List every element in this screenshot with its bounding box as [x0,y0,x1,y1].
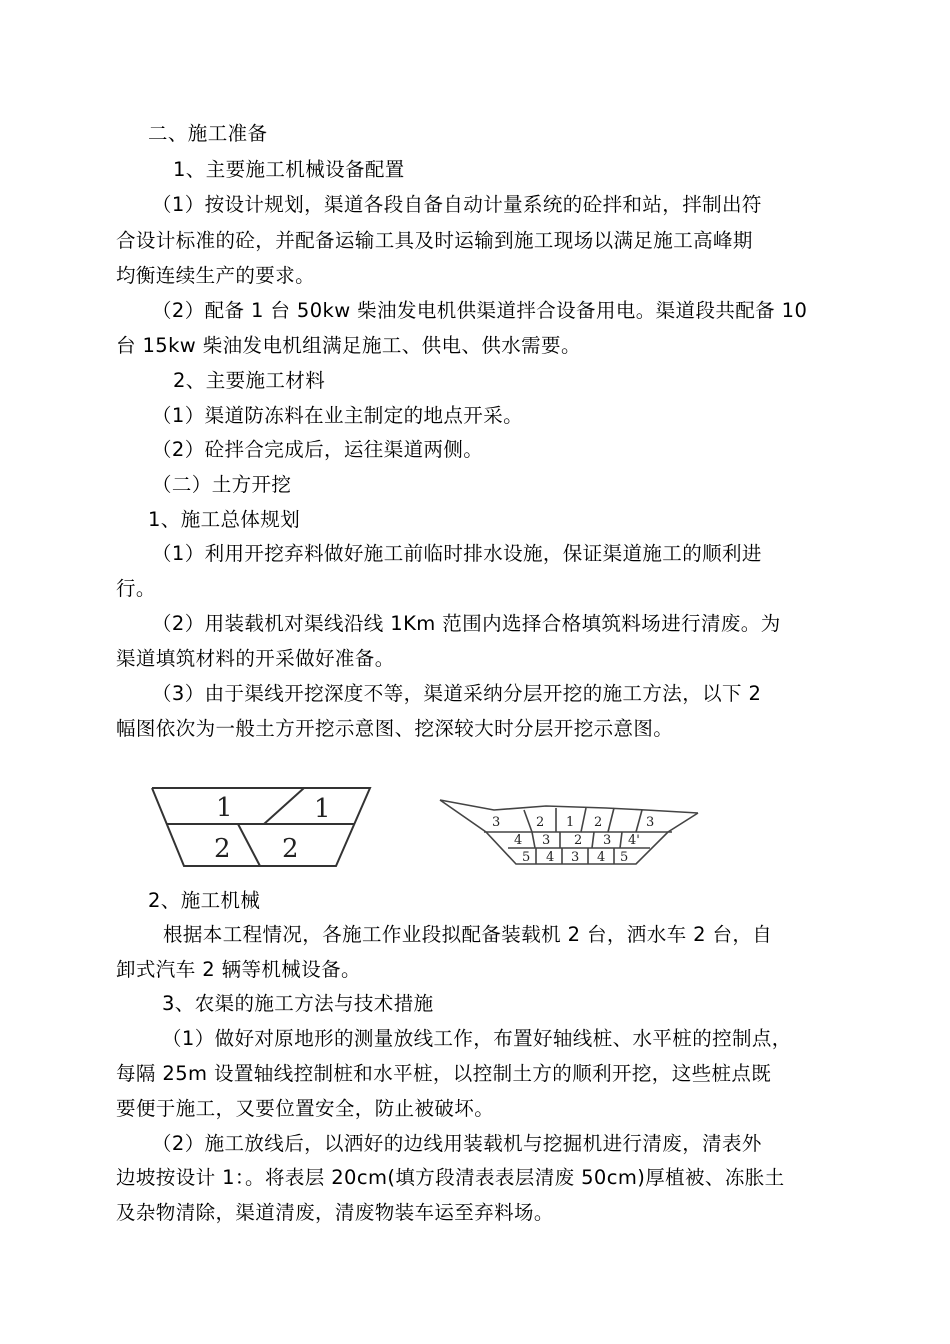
paragraph-line: （1）利用开挖弃料做好施工前临时排水设施，保证渠道施工的顺利进 [152,542,762,565]
cell-divider [592,832,594,848]
trench-outline [152,788,370,866]
section-heading: （二）土方开挖 [152,473,292,496]
cell-divider [524,810,532,832]
paragraph-line: 合设计标准的砼，并配备运输工具及时运输到施工现场以满足施工高峰期 [116,229,753,252]
paragraph-line: （1）做好对原地形的测量放线工作，布置好轴线桩、水平桩的控制点， [162,1027,792,1050]
subsection-heading: 2、主要施工材料 [173,369,326,392]
layer-label: 2 [214,834,231,864]
paragraph-line: 幅图依次为一般土方开挖示意图、挖深较大时分层开挖示意图。 [116,717,674,740]
ground-line [440,800,698,813]
excavation-diagram-layered [436,794,702,876]
section-heading: 二、施工准备 [148,122,268,145]
layer-label: 4 [514,833,523,848]
subsection-heading: 2、施工机械 [148,889,261,912]
layer-label: 2 [574,833,583,848]
layer-label: 4 [597,850,606,865]
cell-divider [620,832,622,848]
layer-label: 3 [542,833,551,848]
paragraph-line: 及杂物清除，渠道清废，清废物装车运至弃料场。 [116,1201,554,1224]
cell-divider [636,810,642,832]
layer-label: 1 [216,793,233,823]
layer-label: 5 [522,850,531,865]
subsection-heading: 1、施工总体规划 [148,508,301,531]
paragraph-line: 边坡按设计 1：。将表层 20cm(填方段清表表层清废 50cm)厚植被、冻胀土 [116,1166,785,1189]
subsection-heading: 3、农渠的施工方法与技术措施 [162,992,434,1015]
paragraph-line: 要便于施工，又要位置安全，防止被破坏。 [116,1097,495,1120]
layer-label: 1 [314,794,331,824]
paragraph-line: （1）渠道防冻料在业主制定的地点开采。 [152,404,524,427]
paragraph-line: 行。 [116,577,156,600]
layer-label: 3 [571,850,580,865]
section-divider [264,788,304,824]
paragraph-line: 根据本工程情况，各施工作业段拟配备装载机 2 台，洒水车 2 台，自 [163,923,773,946]
paragraph-line: 均衡连续生产的要求。 [116,264,316,287]
paragraph-line: 卸式汽车 2 辆等机械设备。 [116,958,361,981]
section-divider [238,824,260,866]
paragraph-line: （2）砼拌合完成后，运往渠道两侧。 [152,438,484,461]
subsection-heading: 1、主要施工机械设备配置 [173,158,405,181]
paragraph-line: （1）按设计规划，渠道各段自备自动计量系统的砼拌和站，拌制出符 [152,193,762,216]
layer-label: 2 [536,815,545,830]
cell-divider [532,832,535,848]
layer-label: 4' [628,833,640,848]
layer-label: 5 [620,850,629,865]
layer-label: 3 [646,815,655,830]
paragraph-line: （2）配备 1 台 50kw 柴油发电机供渠道拌合设备用电。渠道段共配备 10 [152,299,808,322]
paragraph-line: 台 15kw 柴油发电机组满足施工、供电、供水需要。 [116,334,581,357]
layer-label: 4 [546,850,555,865]
cell-divider [581,808,586,832]
layer-label: 2 [282,834,299,864]
paragraph-line: 每隔 25m 设置轴线控制桩和水平桩，以控制土方的顺利开挖，这些桩点既 [116,1062,772,1085]
layer-label: 3 [492,815,501,830]
paragraph-line: （3）由于渠线开挖深度不等，渠道采纳分层开挖的施工方法，以下 2 [152,682,762,705]
paragraph-line: （2）施工放线后，以洒好的边线用装载机与挖掘机进行清废，清表外 [152,1132,762,1155]
cell-divider [608,808,614,832]
excavation-diagram-general [140,780,380,872]
paragraph-line: （2）用装载机对渠线沿线 1Km 范围内选择合格填筑料场进行清废。为 [152,612,781,635]
paragraph-line: 渠道填筑材料的开采做好准备。 [116,647,395,670]
layer-label: 1 [566,815,575,830]
layer-label: 3 [603,833,612,848]
layer-label: 2 [594,815,603,830]
